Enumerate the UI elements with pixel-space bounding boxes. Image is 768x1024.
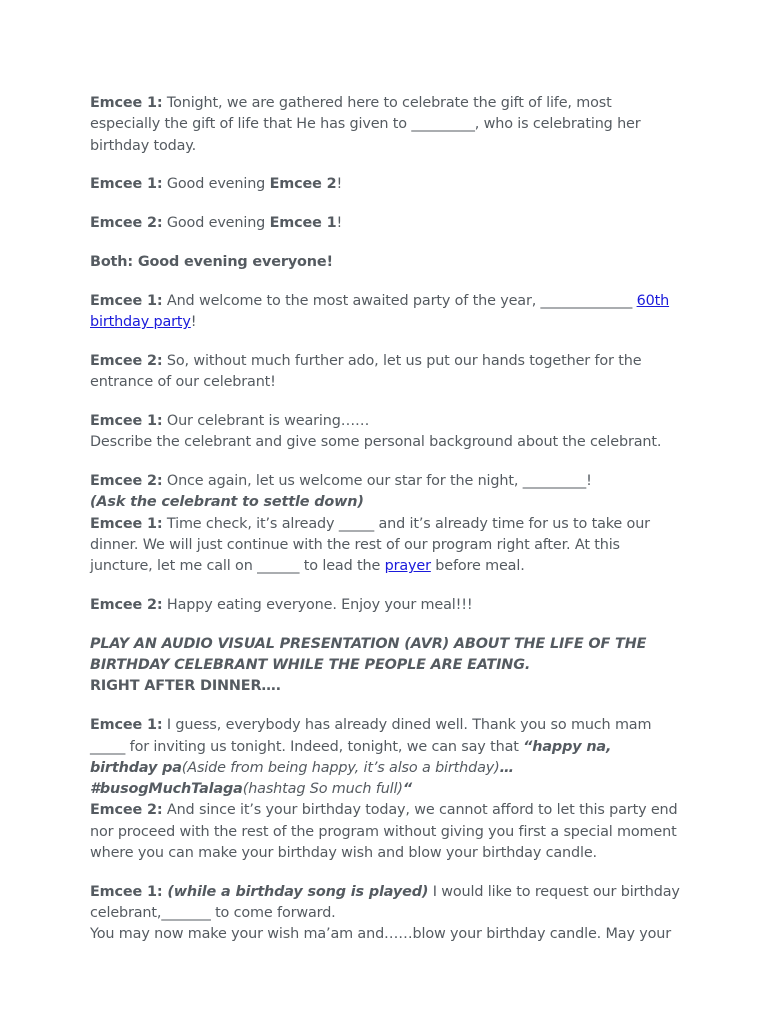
paragraph-emcee1-intro (90, 93, 680, 157)
prayer-link[interactable]: prayer (384, 558, 431, 575)
paragraph-emcee2-greeting (90, 213, 680, 234)
paragraph-text: Our celebrant is wearing…… (162, 412, 370, 429)
paragraph-welcome (90, 291, 680, 334)
paragraph-text: Tonight, we are gathered here to celebrate the gift of life, most especially the gift of life that He has given to _________, who is celebrating her birthday today. (90, 95, 641, 154)
paragraph-after-dinner (90, 715, 680, 864)
bold-name: Emcee 1 (269, 215, 337, 232)
paragraph-text: And welcome to the most awaited party of the year, _____________ (162, 292, 637, 309)
speaker-label: Emcee 2: (90, 597, 163, 614)
instruction-text: Describe the celebrant and give some personal background about the celebrant. (90, 434, 662, 451)
paragraph-text: So, without much further ado, let us put our hands together for the entrance of our celebrant! (90, 352, 642, 391)
paragraph-text: I guess, everybody has already dined well. Thank you so much mam _____ for inviting us tonight. Indeed, tonight, we can say that (90, 717, 652, 755)
speaker-label: Emcee 1: (90, 292, 163, 309)
paragraph-text: Good evening (162, 176, 270, 193)
speaker-label: Emcee 2: (90, 802, 163, 819)
paragraph-text: before meal. (430, 558, 525, 575)
speaker-label: Emcee 1: (90, 883, 163, 900)
speaker-label: Emcee 2: (90, 215, 163, 232)
speaker-label: Emcee 1: (90, 515, 163, 532)
paragraph-text: Happy eating everyone. Enjoy your meal!!! (162, 597, 473, 614)
paragraph-text: Time check, it’s already _____ and it’s already time for us to take our dinner. We will just continue with the rest of our program right after. At this juncture, let me call on ______ to lead the (90, 515, 650, 575)
speaker-label: Emcee 1: (90, 412, 163, 429)
paragraph-text: Good evening (162, 215, 270, 232)
paragraph-avr-direction (90, 634, 680, 698)
bold-line: Both: Good evening everyone! (90, 253, 333, 270)
speaker-label: Emcee 2: (90, 473, 163, 490)
aside-text: (Aside from being happy, it’s also a birthday) (181, 759, 500, 776)
quote-text: “ (402, 781, 412, 798)
speaker-label: Emcee 1: (90, 717, 163, 734)
paragraph-text: And since it’s your birthday today, we cannot afford to let this party end nor proceed with the rest of the program without giving you first a special moment where you can make your birthday wish and blow your birthday candle. (90, 802, 678, 862)
paragraph-text: ! (336, 176, 343, 193)
paragraph-text: ! (336, 215, 343, 232)
bold-name: Emcee 2 (269, 176, 337, 193)
paragraph-text: You may now make your wish ma’am and……blow your birthday candle. May your (90, 926, 672, 943)
paragraph-celebrant-wearing (90, 411, 680, 454)
paragraph-both-greeting (90, 252, 680, 273)
quote-text: … #busogMuchTalaga (90, 759, 514, 798)
paragraph-welcome-star (90, 471, 680, 577)
paragraph-text: Once again, let us welcome our star for the night, _________! (162, 473, 592, 490)
paragraph-text: I would like to request our birthday celebrant,_______ to come forward. (90, 883, 680, 922)
paragraph-happy-eating (90, 595, 680, 616)
section-heading: RIGHT AFTER DINNER…. (90, 678, 281, 695)
speaker-label: Emcee 1: (90, 95, 163, 111)
stage-direction: PLAY AN AUDIO VISUAL PRESENTATION (AVR) ABOUT THE LIFE OF THE BIRTHDAY CELEBRANT WHILE THE PEOPLE ARE EATING. (90, 635, 647, 674)
paragraph-emcee1-greeting (90, 174, 680, 195)
stage-direction: (Ask the celebrant to settle down) (90, 494, 364, 511)
speaker-label: Emcee 2: (90, 352, 163, 369)
paragraph-entrance (90, 351, 680, 394)
aside-text: (hashtag So much full) (242, 781, 403, 798)
stage-direction: (while a birthday song is played) (162, 883, 429, 900)
birthday-party-link[interactable]: 60th birthday party (90, 292, 670, 331)
paragraph-text: ! (190, 314, 197, 331)
document-page (90, 93, 680, 946)
quote-text: “happy na, birthday pa (90, 738, 612, 776)
paragraph-birthday-wish (90, 882, 680, 946)
speaker-label: Emcee 1: (90, 176, 163, 193)
